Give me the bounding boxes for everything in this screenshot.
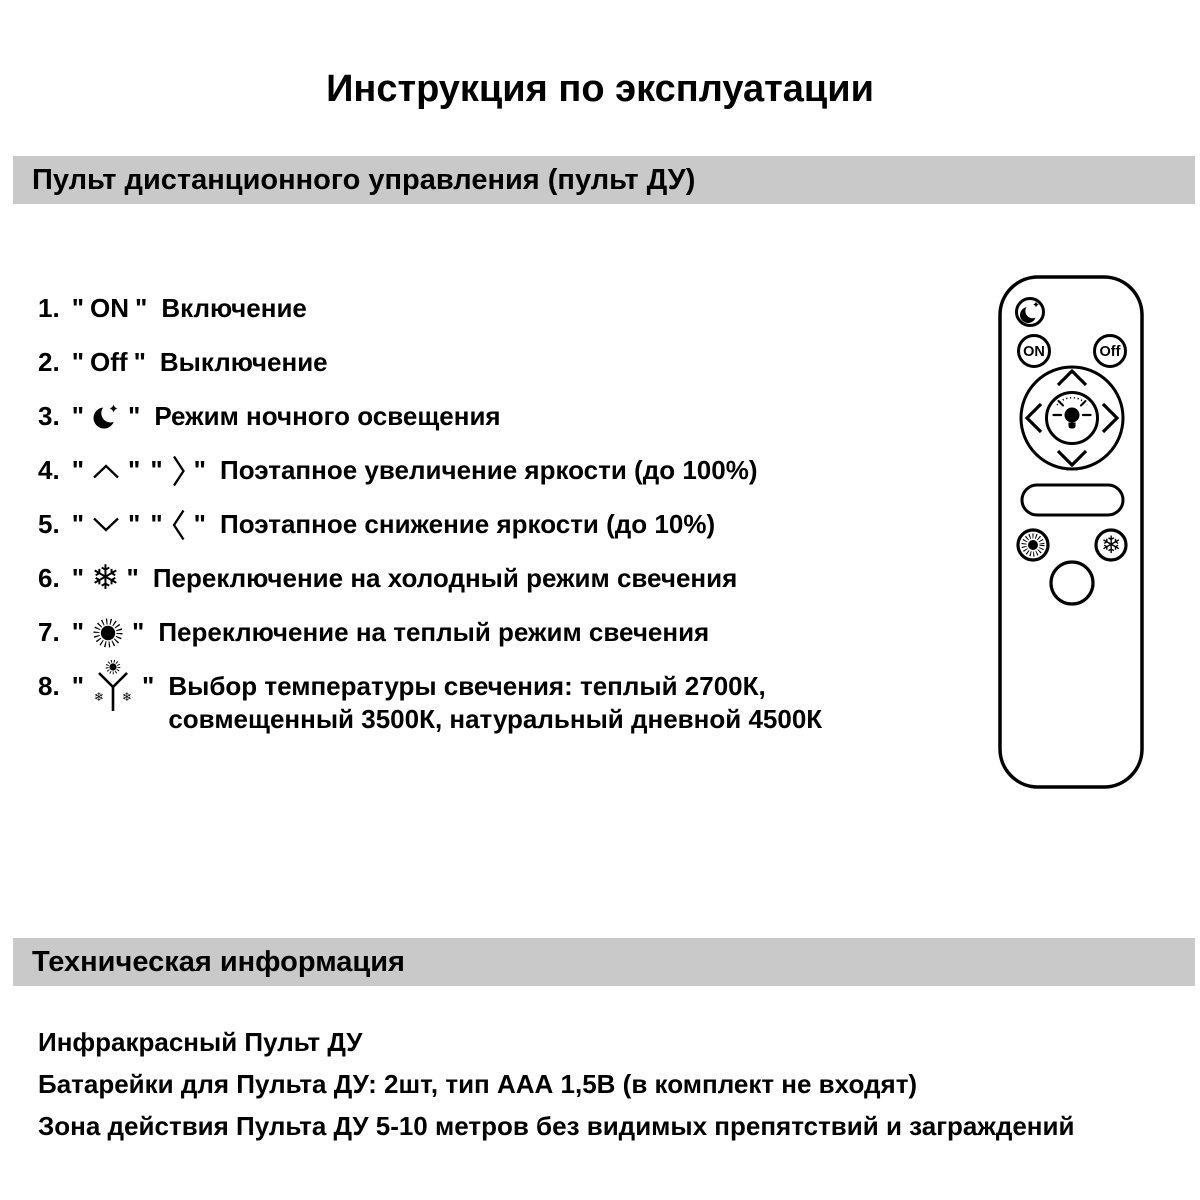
quote-mark: " [126, 563, 139, 593]
remote-night-mode-button [1017, 299, 1044, 326]
quote-mark: " [71, 617, 85, 647]
item-description [220, 454, 757, 487]
item-number: 4. [38, 455, 60, 485]
item-description [153, 562, 737, 595]
item-number: 8. [38, 671, 60, 701]
quote-mark: " [132, 617, 145, 647]
quote-mark: " [128, 401, 141, 431]
quote-mark: " [71, 401, 85, 431]
instruction-item-6 [38, 558, 738, 598]
quote-mark: " [142, 671, 155, 701]
item-key-group [71, 558, 139, 598]
item-description [168, 670, 822, 736]
item-description [160, 346, 328, 379]
quote-mark: " [133, 347, 146, 377]
remote-brightness-dial [1021, 367, 1123, 469]
quote-mark: " [128, 455, 141, 485]
svg-text:❄: ❄ [93, 689, 105, 704]
item-description-line: Включение [161, 293, 307, 323]
instruction-list [38, 0, 958, 940]
quote-mark: " [193, 509, 206, 539]
key-label: ON [90, 293, 130, 323]
quote-mark: " [150, 509, 163, 539]
quote-mark: " [71, 347, 85, 377]
tech-info-line: Зона действия Пульта ДУ 5-10 метров без видимых препятствий и заграждений [38, 1111, 1075, 1141]
quote-mark: " [71, 293, 85, 323]
section-header-tech [13, 938, 1195, 986]
quote-mark: " [71, 671, 85, 701]
item-key-group [72, 292, 148, 325]
item-description-line: Переключение на холодный режим свечения [152, 563, 738, 593]
tech-info-line: Инфракрасный Пульт ДУ [38, 1027, 363, 1057]
remote-on-button [1019, 336, 1050, 367]
item-number: 1. [38, 293, 60, 323]
quote-mark: " [71, 455, 85, 485]
item-number: 7. [38, 617, 60, 647]
remote-off-button [1095, 336, 1126, 367]
remote-extra-round-button [1051, 562, 1093, 604]
section-header-remote-label: Пульт дистанционного управления (пульт ДУ) [32, 163, 696, 196]
instruction-item-8 [38, 670, 822, 736]
item-description-line: Поэтапное увеличение яркости (до 100%) [220, 455, 758, 485]
instruction-item-1 [38, 292, 307, 325]
remote-on-label: ON [1023, 344, 1045, 360]
item-description [161, 292, 307, 325]
instruction-item-5 [38, 508, 715, 541]
moon-icon [91, 400, 121, 433]
item-description [154, 400, 500, 433]
item-description [220, 508, 715, 541]
quote-mark: " [128, 509, 141, 539]
chevron-down-icon [91, 508, 121, 541]
tech-info-line: Батарейки для Пульта ДУ: 2шт, тип ААА 1,5В (в комплект не входят) [38, 1069, 918, 1099]
item-description [158, 616, 709, 649]
item-key-group [72, 508, 206, 541]
instruction-item-7 [38, 616, 709, 649]
item-number: 2. [38, 347, 60, 377]
snowflake-icon: ❄ [1100, 531, 1122, 559]
snowflake-icon: ❄ [91, 558, 120, 598]
remote-mode-pill-button [1022, 485, 1123, 515]
item-key-group [72, 670, 155, 703]
chevron-right-icon [170, 454, 187, 487]
quote-mark: " [193, 455, 206, 485]
remote-control-diagram [995, 272, 1147, 792]
quote-mark: " [71, 509, 85, 539]
section-header-tech-label: Техническая информация [32, 945, 405, 978]
chevron-left-icon [170, 508, 187, 541]
item-key-group [72, 616, 145, 649]
item-description-line: Выключение [159, 347, 328, 377]
remote-off-label: Off [1099, 344, 1121, 360]
key-label: Off [90, 347, 128, 377]
instruction-item-4 [38, 454, 757, 487]
item-description-line: Переключение на теплый режим свечения [158, 617, 710, 647]
sun-icon [91, 616, 125, 649]
quote-mark: " [150, 455, 163, 485]
item-key-group [72, 400, 141, 433]
remote-cold-mode-button [1096, 530, 1126, 560]
item-number: 6. [38, 563, 60, 593]
quote-mark: " [71, 563, 85, 593]
svg-text:❄: ❄ [121, 689, 133, 704]
item-number: 5. [38, 509, 60, 539]
page-title: Инструкция по эксплуатации [326, 68, 874, 110]
temperature-select-icon [91, 670, 135, 703]
item-number: 3. [38, 401, 60, 431]
item-description-line: Выбор температуры свечения: теплый 2700К, [168, 671, 766, 701]
item-key-group [72, 346, 146, 379]
remote-warm-mode-button [1018, 530, 1048, 560]
instruction-item-3 [38, 400, 501, 433]
item-description-line: совмещенный 3500К, натуральный дневной 4500К [168, 704, 823, 734]
item-key-group [72, 454, 206, 487]
chevron-up-icon [91, 454, 121, 487]
instruction-item-2 [38, 346, 328, 379]
item-description-line: Поэтапное снижение яркости (до 10%) [220, 509, 716, 539]
tech-info [38, 1026, 1074, 1152]
quote-mark: " [135, 293, 148, 323]
item-description-line: Режим ночного освещения [154, 401, 501, 431]
